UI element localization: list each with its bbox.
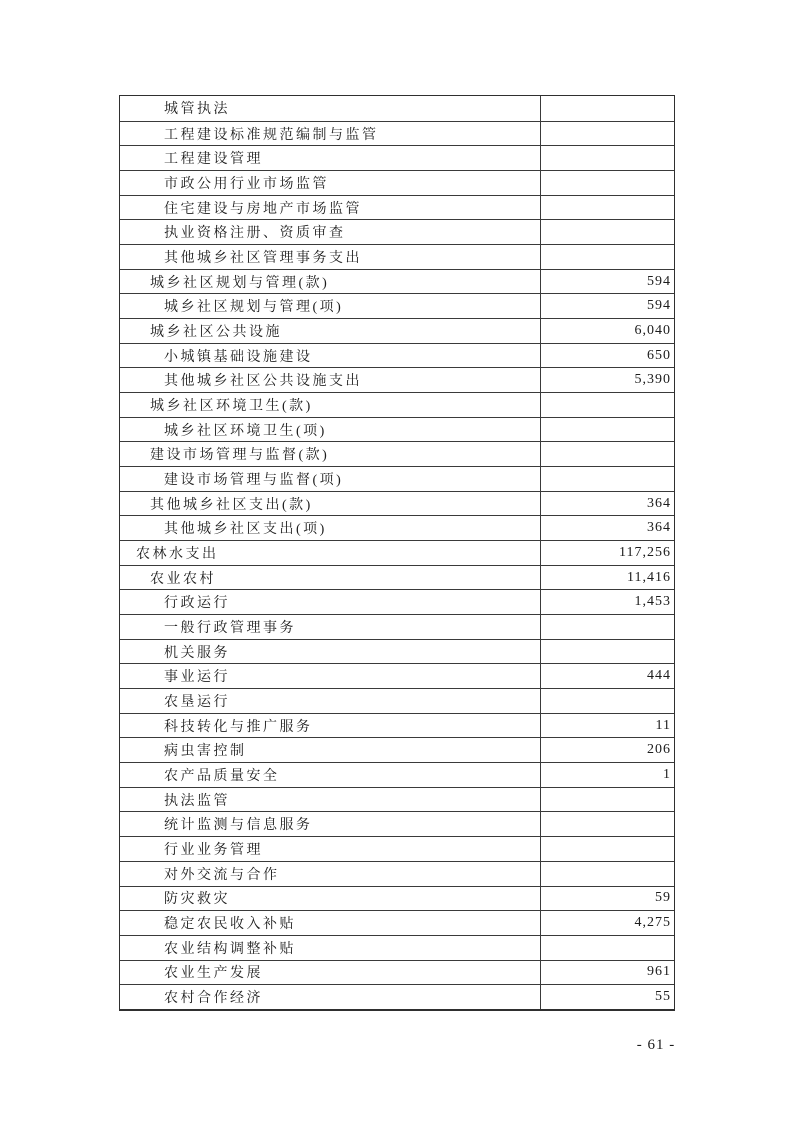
- table-row: [120, 417, 674, 442]
- table-row: [120, 960, 674, 985]
- row-label: 农林水支出: [136, 546, 219, 562]
- row-label: 其他城乡社区公共设施支出: [164, 374, 362, 390]
- table-row: [120, 910, 674, 935]
- budget-table: [119, 95, 675, 1011]
- table-row: [120, 737, 674, 762]
- row-label: 建设市场管理与监督(款): [150, 448, 330, 464]
- row-value: 650: [540, 344, 674, 368]
- row-value: [540, 862, 674, 886]
- table-row: [120, 219, 674, 244]
- row-value: [540, 467, 674, 491]
- table-row: [120, 886, 674, 911]
- row-label: 行业业务管理: [164, 842, 263, 858]
- table-row: [120, 293, 674, 318]
- row-value: [540, 146, 674, 170]
- row-value: 364: [540, 516, 674, 540]
- row-value: [540, 220, 674, 244]
- row-label: 城乡社区规划与管理(项): [164, 300, 344, 316]
- table-row: [120, 836, 674, 861]
- row-value: 59: [540, 887, 674, 911]
- row-label: 一般行政管理事务: [164, 620, 296, 636]
- row-label: 农产品质量安全: [164, 768, 280, 784]
- table-row: [120, 861, 674, 886]
- table-row: [120, 145, 674, 170]
- row-label: 小城镇基础设施建设: [164, 349, 313, 365]
- row-label: 对外交流与合作: [164, 867, 280, 883]
- table-row: [120, 984, 674, 1009]
- row-value: 11,416: [540, 566, 674, 590]
- row-value: [540, 196, 674, 220]
- table-row: [120, 762, 674, 787]
- table-row: [120, 96, 674, 121]
- row-label: 其他城乡社区支出(款): [150, 497, 313, 513]
- table-row: [120, 466, 674, 491]
- row-value: [540, 171, 674, 195]
- row-label: 农业结构调整补贴: [164, 941, 296, 957]
- table-row: [120, 639, 674, 664]
- row-label: 其他城乡社区支出(项): [164, 522, 327, 538]
- row-value: 594: [540, 270, 674, 294]
- table-row: [120, 565, 674, 590]
- table-row: [120, 540, 674, 565]
- table-row: [120, 935, 674, 960]
- row-label: 工程建设标准规范编制与监管: [164, 127, 379, 143]
- row-label: 行政运行: [164, 596, 230, 612]
- row-value: [540, 837, 674, 861]
- row-value: 364: [540, 492, 674, 516]
- row-label: 建设市场管理与监督(项): [164, 472, 344, 488]
- row-label: 事业运行: [164, 670, 230, 686]
- row-value: 961: [540, 961, 674, 985]
- row-label: 农业农村: [150, 571, 216, 587]
- row-label: 城乡社区环境卫生(项): [164, 423, 327, 439]
- row-label: 执业资格注册、资质审查: [164, 226, 346, 242]
- row-value: [540, 393, 674, 417]
- row-label: 农村合作经济: [164, 991, 263, 1007]
- table-row: [120, 195, 674, 220]
- row-value: [540, 936, 674, 960]
- row-label: 机关服务: [164, 645, 230, 661]
- row-value: 6,040: [540, 319, 674, 343]
- table-row: [120, 318, 674, 343]
- row-label: 农垦运行: [164, 694, 230, 710]
- table-row: [120, 811, 674, 836]
- row-value: [540, 442, 674, 466]
- table-row: [120, 614, 674, 639]
- row-label: 统计监测与信息服务: [164, 818, 313, 834]
- row-value: 5,390: [540, 368, 674, 392]
- table-row: [120, 713, 674, 738]
- row-label: 城乡社区规划与管理(款): [150, 275, 330, 291]
- table-row: [120, 121, 674, 146]
- table-row: [120, 441, 674, 466]
- table-row: [120, 269, 674, 294]
- row-label: 执法监管: [164, 793, 230, 809]
- table-row: [120, 688, 674, 713]
- row-label: 科技转化与推广服务: [164, 719, 313, 735]
- table-row: [120, 491, 674, 516]
- row-value: [540, 418, 674, 442]
- row-value: 594: [540, 294, 674, 318]
- row-value: [540, 96, 674, 121]
- table-row: [120, 663, 674, 688]
- row-value: [540, 812, 674, 836]
- page-number: - 61 -: [636, 1037, 676, 1053]
- table-row: [120, 787, 674, 812]
- table-row: [120, 367, 674, 392]
- row-value: 1: [540, 763, 674, 787]
- row-value: 117,256: [540, 541, 674, 565]
- row-value: [540, 615, 674, 639]
- row-value: [540, 788, 674, 812]
- row-label: 城乡社区公共设施: [150, 324, 282, 340]
- table-row: [120, 392, 674, 417]
- row-label: 城管执法: [164, 102, 230, 118]
- row-value: [540, 122, 674, 146]
- row-value: 11: [540, 714, 674, 738]
- table-row: [120, 589, 674, 614]
- row-value: 1,453: [540, 590, 674, 614]
- row-label: 病虫害控制: [164, 744, 247, 760]
- row-value: [540, 640, 674, 664]
- table-row: [120, 515, 674, 540]
- row-value: 206: [540, 738, 674, 762]
- row-value: 4,275: [540, 911, 674, 935]
- row-label: 工程建设管理: [164, 152, 263, 168]
- row-label: 城乡社区环境卫生(款): [150, 398, 313, 414]
- row-value: 444: [540, 664, 674, 688]
- table-row: [120, 170, 674, 195]
- row-label: 农业生产发展: [164, 966, 263, 982]
- row-value: 55: [540, 985, 674, 1009]
- row-label: 住宅建设与房地产市场监管: [164, 201, 362, 217]
- row-label: 其他城乡社区管理事务支出: [164, 250, 362, 266]
- row-value: [540, 245, 674, 269]
- table-row: [120, 343, 674, 368]
- row-label: 市政公用行业市场监管: [164, 176, 329, 192]
- table-row: [120, 244, 674, 269]
- row-value: [540, 689, 674, 713]
- row-label: 稳定农民收入补贴: [164, 917, 296, 932]
- row-label: 防灾救灾: [164, 892, 230, 908]
